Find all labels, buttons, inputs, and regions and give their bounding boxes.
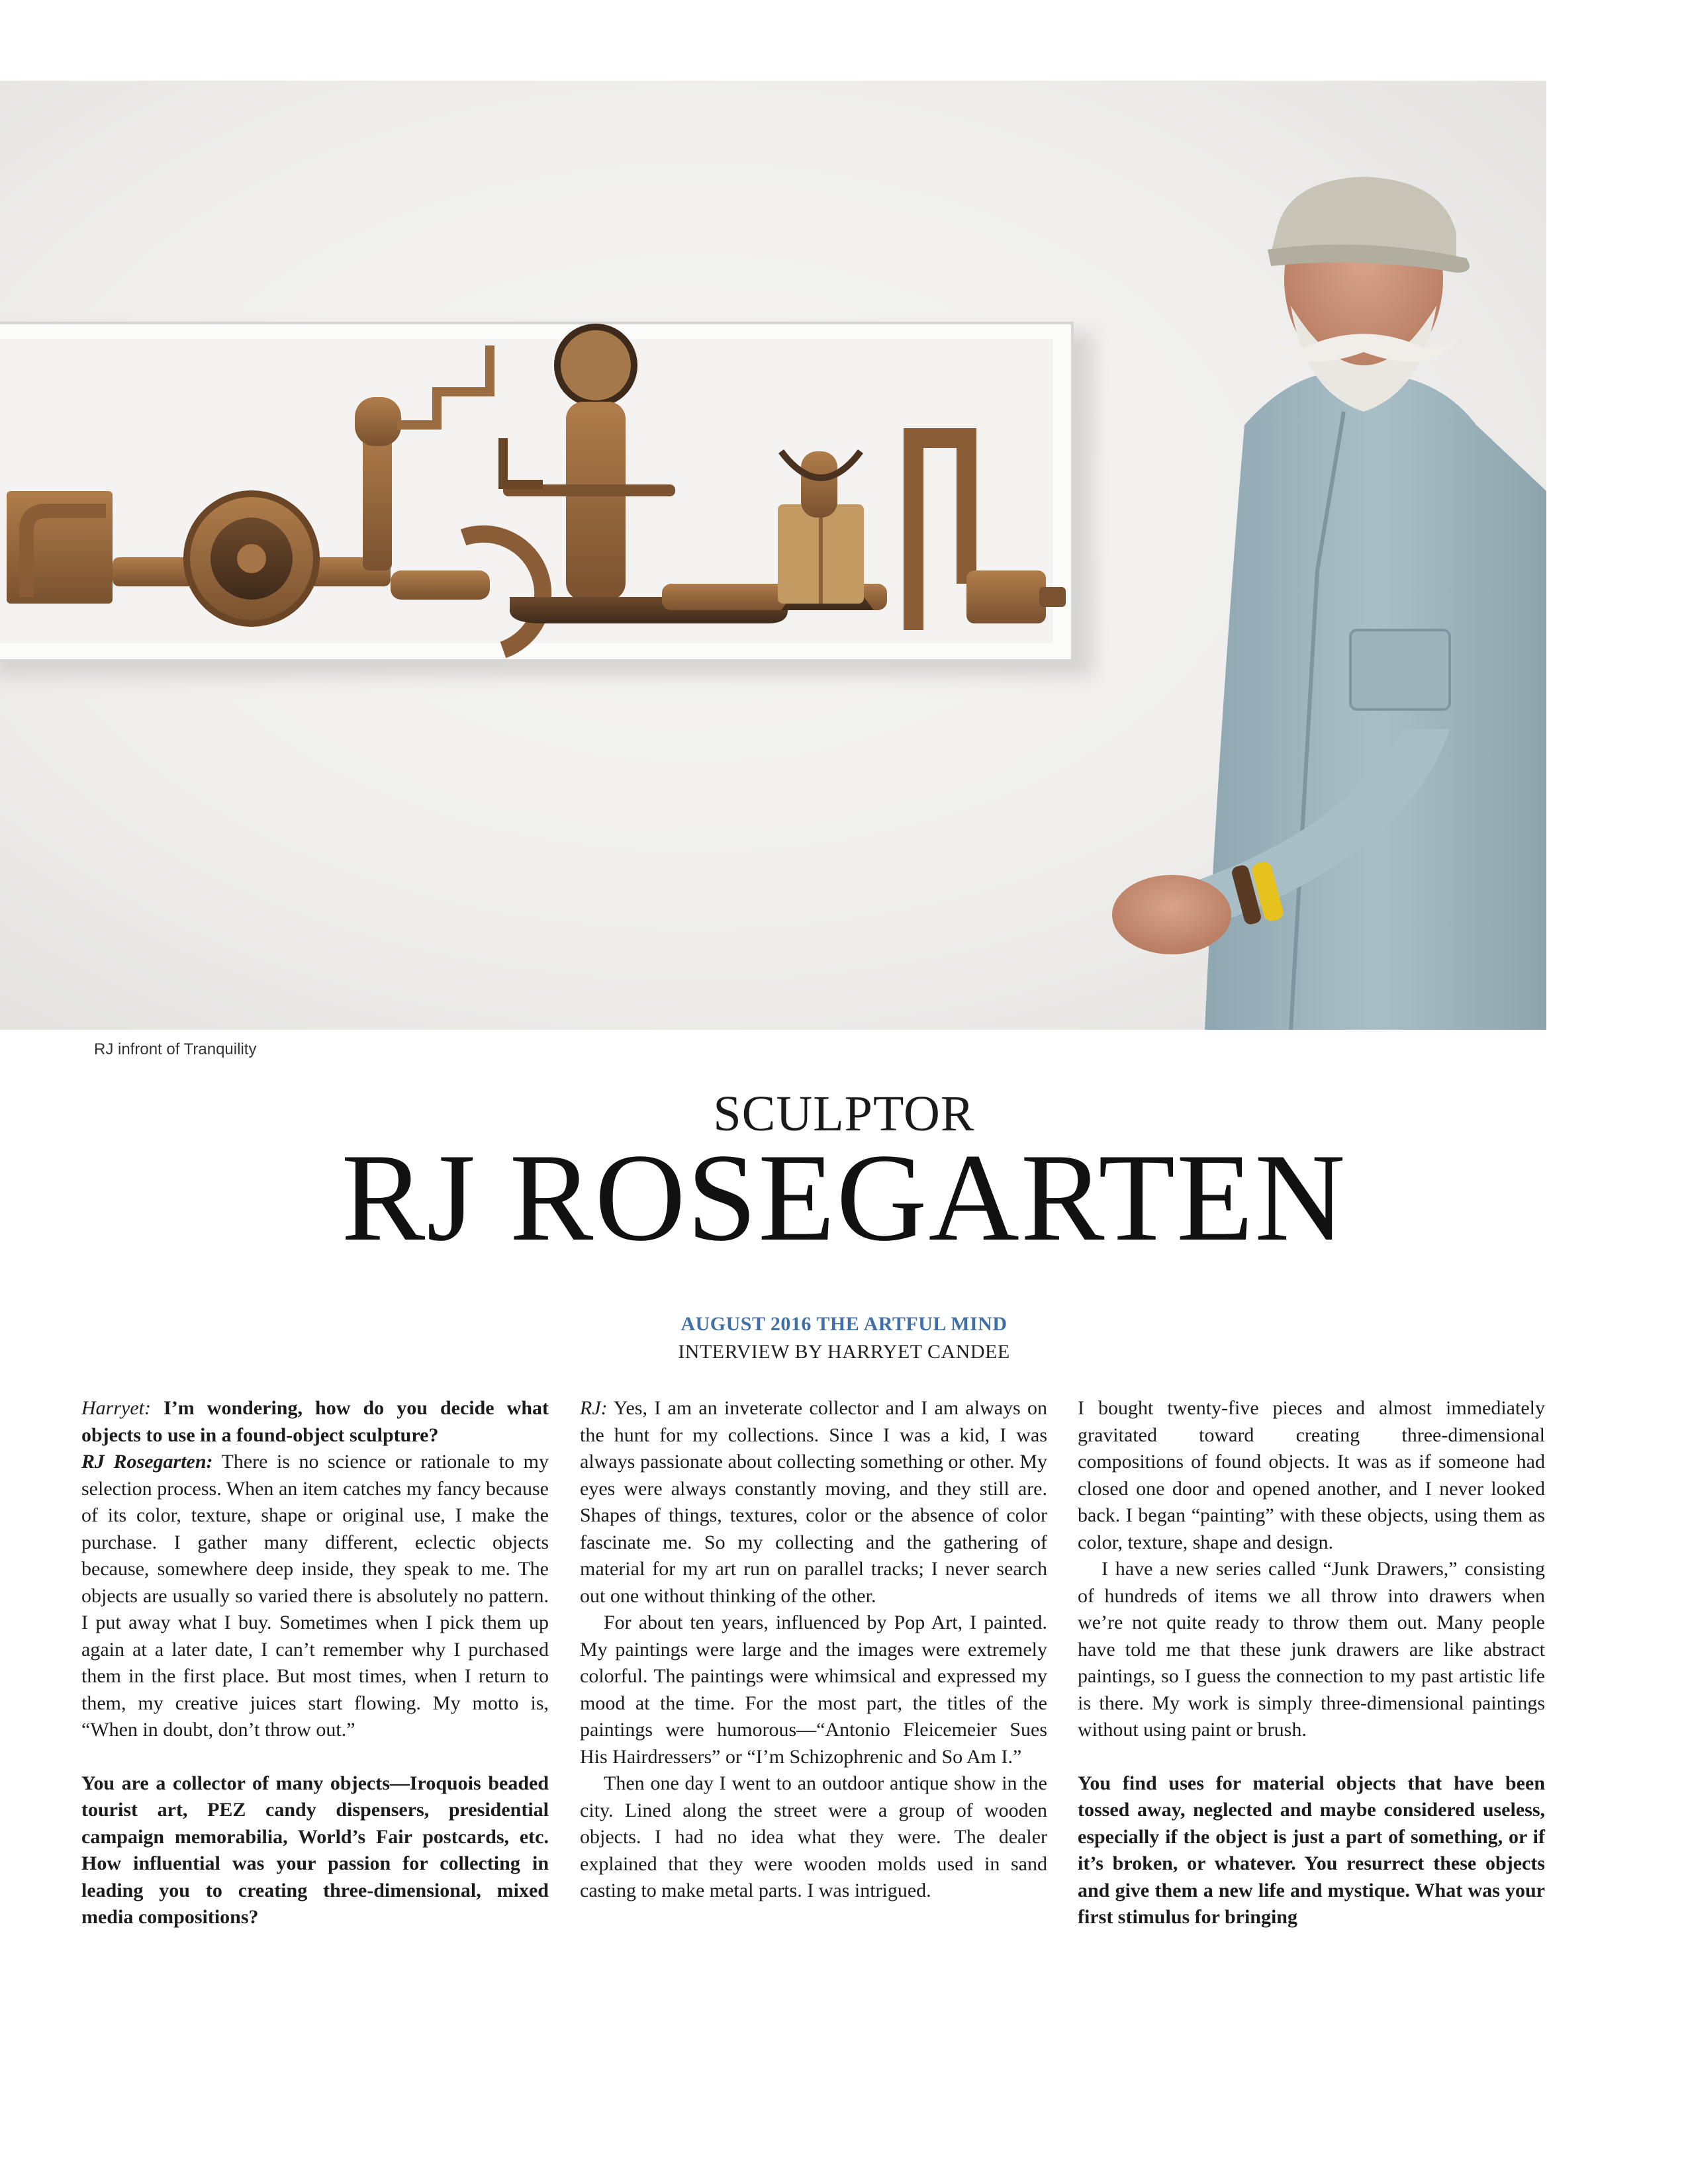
question-text: You are a collector of many objects—Iroquois beaded tourist art, PEZ candy dispensers, presidential campaign memorabilia, World’s Fair postcards, etc. How influential was your passion for collecting in leading you to creating three-dimensional, mixed media compositions? (81, 1772, 549, 1928)
photo-caption: RJ infront of Tranquility (94, 1040, 257, 1058)
question-text: You find uses for material objects that have been tossed away, neglected and maybe considered useless, especially if the object is just a part of something, or if it’s broken, or whatever. You resurrect these objects and give them a new life and mystique. What was your first stimulus for bringing (1078, 1772, 1545, 1928)
speaker-label: RJ Rosegarten: (81, 1451, 213, 1473)
byline: INTERVIEW BY HARRYET CANDEE (678, 1341, 1010, 1363)
body-paragraph: Then one day I went to an outdoor antique show in the city. Lined along the street were a group of wooden objects. I had no idea what they were. The dealer explained that they were wooden molds used in sand casting to make metal parts. I was intrigued. (580, 1772, 1047, 1901)
speaker-label: Harryet: (81, 1397, 151, 1419)
body-paragraph: I have a new series called “Junk Drawers,” consisting of hundreds of items we all throw into drawers when we’re not quite ready to throw them out. Many people have told me that these junk drawers are like abstract paintings, so I guess the connection to my past artistic life is there. My work is simply three-dimensional paintings without using paint or brush. (1078, 1558, 1545, 1741)
issue-line: AUGUST 2016 THE ARTFUL MIND (680, 1313, 1008, 1335)
feature-photo (0, 81, 1546, 1030)
article-column-3 (1078, 1395, 1545, 1931)
body-paragraph: For about ten years, influenced by Pop Art, I painted. My paintings were large and the images were extremely colorful. The paintings were whimsical and expressed my mood at the time. For the most part, the titles of the paintings were humorous—“Antonio Fleicemeier Sues His Hairdressers” or “I’m Schizophrenic and So Am I.” (580, 1612, 1047, 1768)
answer-text: There is no science or rationale to my selection process. When an item catches my fancy because of its color, texture, shape or original use, I make the purchase. I gather many different, eclectic objects because, somewhere deep inside, they speak to me. The objects are usually so varied there is absolutely no pattern. I put away what I buy. Sometimes when I pick them up again at a later date, I can’t remember why I purchased them in the first place. But most times, when I return to them, my creative juices start flowing. My motto is, “When in doubt, don’t throw out.” (81, 1451, 549, 1741)
answer-paragraph (580, 1395, 1047, 1610)
photo-illustration (0, 81, 1546, 1030)
portrait-man (1112, 177, 1546, 1030)
speaker-label: RJ: (580, 1397, 608, 1419)
article-title: RJ ROSEGARTEN (341, 1128, 1347, 1267)
article-kicker: SCULPTOR (713, 1086, 975, 1142)
question-text: I’m wondering, how do you decide what objects to use in a found-object sculpture? (81, 1397, 549, 1446)
body-paragraph: I bought twenty-five pieces and almost immediately gravitated toward creating three-dimensional compositions of found objects. It was as if someone had closed one door and opened another, and I never looked back. I began “painting” with these objects, using them as color, texture, shape and design. (1078, 1397, 1545, 1553)
article-column-2 (580, 1395, 1047, 1905)
answer-text: Yes, I am an inveterate collector and I am always on the hunt for my collections. Since I was a kid, I was always passionate about collecting something or other. My eyes were always constantly moving, and they still are. Shapes of things, textures, color or the absence of color fascinate me. So my collecting and the gathering of material for my art run on parallel tracks; I never search out one without thinking of the other. (580, 1397, 1047, 1607)
question-paragraph (81, 1395, 549, 1449)
answer-paragraph (81, 1449, 549, 1744)
article-column-1 (81, 1395, 549, 1931)
